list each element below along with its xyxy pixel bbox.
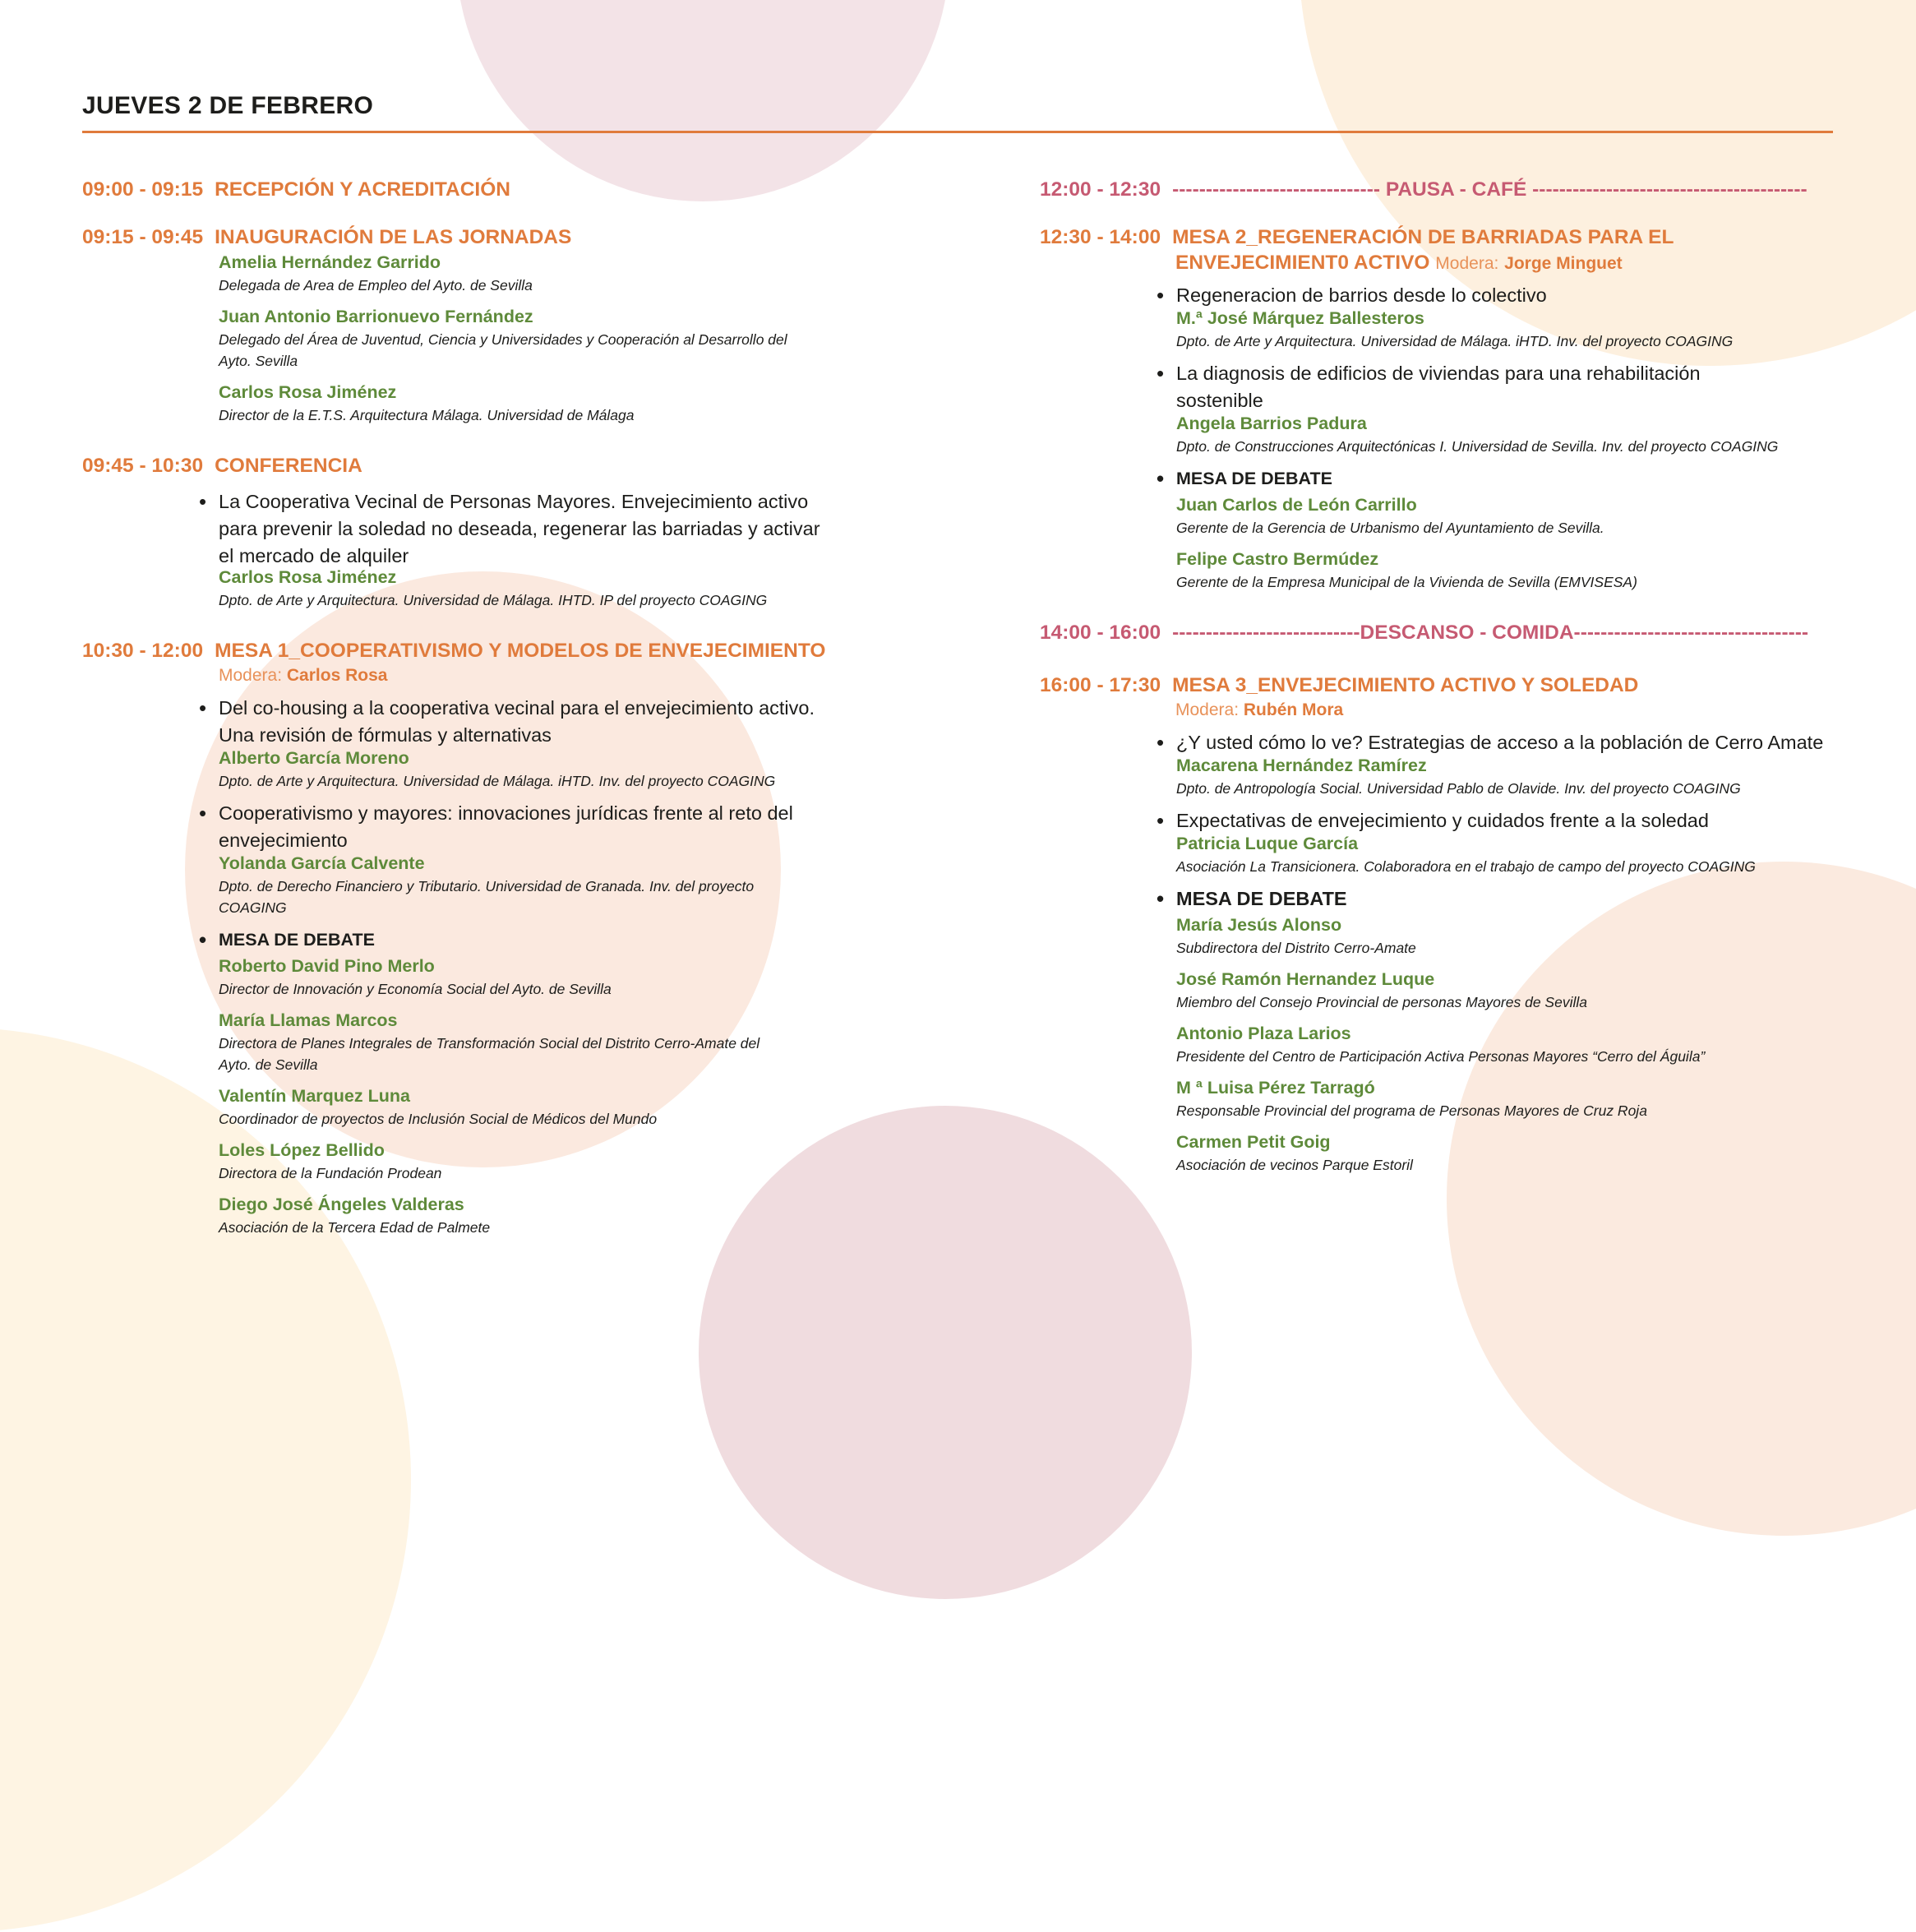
panelist-role: Directora de la Fundación Prodean — [219, 1165, 442, 1181]
session-heading — [82, 225, 904, 250]
talk-title: • Cooperativismo y mayores: innovaciones jurídicas frente al reto del envejecimiento — [82, 800, 904, 854]
speaker-name: Carlos Rosa Jiménez — [219, 567, 397, 587]
session-heading — [1040, 673, 1837, 698]
session-time: 16:00 - 17:30 — [1040, 674, 1161, 696]
moderator: Modera: Rubén Mora — [1175, 700, 1344, 719]
panelist-name: Loles López Bellido — [219, 1140, 385, 1160]
panelist-role: Presidente del Centro de Participación Activa Personas Mayores “Cerro del Águila” — [1176, 1048, 1706, 1065]
panelist-role: Ayto. de Sevilla — [219, 1056, 318, 1073]
panelist-role: Director de Innovación y Economía Social del Ayto. de Sevilla — [219, 981, 612, 997]
speaker-name: Patricia Luque García — [1176, 834, 1359, 853]
schedule-right-column — [1040, 178, 1837, 1176]
speaker-role: Dpto. de Arte y Arquitectura. Universidad de Málaga. IHTD. IP del proyecto COAGING — [219, 592, 768, 608]
session-heading — [82, 639, 904, 663]
title-divider — [82, 131, 1833, 133]
talk-title: • Del co-housing a la cooperativa vecinal para el envejecimiento activo. Una revisión de fórmulas y alternativas — [82, 695, 904, 749]
break-heading — [1040, 621, 1837, 645]
decorative-circle — [456, 0, 949, 201]
panelist-name: José Ramón Hernandez Luque — [1176, 969, 1435, 989]
talk-title: • La Cooperativa Vecinal de Personas Mayores. Envejecimiento activo para prevenir la soledad no deseada, regenerar las barriadas y activar el mercado de alquiler — [82, 488, 904, 570]
talk-title: • Expectativas de envejecimiento y cuidados frente a la soledad — [1040, 807, 1837, 834]
panelist-role: Directora de Planes Integrales de Transformación Social del Distrito Cerro-Amate del — [219, 1035, 760, 1052]
talk-title: • ¿Y usted cómo lo ve? Estrategias de acceso a la población de Cerro Amate — [1040, 729, 1837, 756]
session-title: CONFERENCIA — [215, 455, 362, 477]
panelist-role: Gerente de la Empresa Municipal de la Vivienda de Sevilla (EMVISESA) — [1176, 574, 1637, 590]
break-title: ------------------------------- PAUSA - CAFÉ ----------------------------------------- — [1172, 178, 1808, 201]
panelist-name: María Llamas Marcos — [219, 1010, 398, 1030]
panelist-name: Roberto David Pino Merlo — [219, 956, 435, 976]
session-title: MESA 2_REGENERACIÓN DE BARRIADAS PARA EL — [1172, 226, 1674, 248]
session-time: 09:15 - 09:45 — [82, 226, 204, 248]
panelist-role: Responsable Provincial del programa de Personas Mayores de Cruz Roja — [1176, 1102, 1647, 1119]
session-title: RECEPCIÓN Y ACREDITACIÓN — [215, 178, 510, 201]
speaker-name: Amelia Hernández Garrido — [219, 252, 441, 272]
panelist-name: Juan Carlos de León Carrillo — [1176, 495, 1417, 515]
session-heading — [82, 178, 904, 202]
speaker-role: Dpto. de Derecho Financiero y Tributario. Universidad de Granada. Inv. del proyecto — [219, 878, 755, 894]
speaker-name: Carlos Rosa Jiménez — [219, 382, 397, 402]
speaker-role: Dpto. de Construcciones Arquitectónicas I. Universidad de Sevilla. Inv. del proyecto COAGING — [1176, 438, 1779, 455]
session-title-continued: ENVEJECIMIENT0 ACTIVO Modera: Jorge Minguet — [1175, 252, 1623, 274]
speaker-role: Delegado del Área de Juventud, Ciencia y Universidades y Cooperación al Desarrollo del — [219, 331, 787, 348]
session-time: 12:30 - 14:00 — [1040, 226, 1161, 248]
schedule-left-column — [82, 178, 904, 1238]
session-time: 14:00 - 16:00 — [1040, 622, 1161, 644]
panelist-name: Felipe Castro Bermúdez — [1176, 549, 1379, 569]
panelist-role: Gerente de la Gerencia de Urbanismo del Ayuntamiento de Sevilla. — [1176, 520, 1604, 536]
speaker-role: Dpto. de Antropología Social. Universidad Pablo de Olavide. Inv. del proyecto COAGING — [1176, 780, 1741, 797]
panelist-role: Asociación de la Tercera Edad de Palmete — [219, 1219, 491, 1236]
talk-title: • La diagnosis de edificios de viviendas para una rehabilitación sostenible — [1040, 360, 1837, 414]
speaker-name: Yolanda García Calvente — [219, 853, 425, 873]
debate-heading: • MESA DE DEBATE — [1040, 885, 1837, 913]
debate-heading: • MESA DE DEBATE — [1040, 465, 1837, 492]
session-time: 12:00 - 12:30 — [1040, 178, 1161, 201]
panelist-name: Diego José Ángeles Valderas — [219, 1195, 464, 1214]
session-title: MESA 3_ENVEJECIMIENTO ACTIVO Y SOLEDAD — [1172, 674, 1639, 696]
panelist-role: Coordinador de proyectos de Inclusión Social de Médicos del Mundo — [219, 1111, 658, 1127]
panelist-name: María Jesús Alonso — [1176, 915, 1342, 935]
panelist-name: Carmen Petit Goig — [1176, 1132, 1331, 1152]
panelist-role: Subdirectora del Distrito Cerro-Amate — [1176, 940, 1416, 956]
session-title: INAUGURACIÓN DE LAS JORNADAS — [215, 226, 572, 248]
panelist-role: Asociación de vecinos Parque Estoril — [1176, 1157, 1413, 1173]
debate-heading: • MESA DE DEBATE — [82, 927, 904, 954]
moderator: Modera: Carlos Rosa — [219, 666, 388, 685]
session-title: MESA 1_COOPERATIVISMO Y MODELOS DE ENVEJECIMIENTO — [215, 640, 826, 662]
panelist-name: Valentín Marquez Luna — [219, 1086, 410, 1106]
speaker-role: Dpto. de Arte y Arquitectura. Universidad de Málaga. iHTD. Inv. del proyecto COAGING — [219, 773, 776, 789]
speaker-role: Delegada de Area de Empleo del Ayto. de Sevilla — [219, 277, 533, 293]
session-time: 09:45 - 10:30 — [82, 455, 204, 477]
speaker-role: Dpto. de Arte y Arquitectura. Universidad de Málaga. iHTD. Inv. del proyecto COAGING — [1176, 333, 1734, 349]
speaker-role: Director de la E.T.S. Arquitectura Málaga. Universidad de Málaga — [219, 407, 635, 423]
speaker-name: Juan Antonio Barrionuevo Fernández — [219, 307, 533, 326]
speaker-role: Ayto. Sevilla — [219, 353, 298, 369]
session-heading — [82, 454, 904, 478]
panelist-name: M ª Luisa Pérez Tarragó — [1176, 1078, 1375, 1098]
session-time: 10:30 - 12:00 — [82, 640, 204, 662]
speaker-name: Alberto García Moreno — [219, 748, 409, 768]
break-heading — [1040, 178, 1837, 202]
break-title: ----------------------------DESCANSO - COMIDA----------------------------------- — [1172, 622, 1809, 644]
page-title: JUEVES 2 DE FEBRERO — [82, 92, 374, 119]
speaker-name: Macarena Hernández Ramírez — [1176, 756, 1427, 775]
speaker-name: Angela Barrios Padura — [1176, 414, 1367, 433]
session-time: 09:00 - 09:15 — [82, 178, 204, 201]
session-heading — [1040, 225, 1837, 250]
talk-title: • Regeneracion de barrios desde lo colectivo — [1040, 282, 1837, 309]
panelist-name: Antonio Plaza Larios — [1176, 1024, 1351, 1043]
speaker-name: M.ª José Márquez Ballesteros — [1176, 308, 1424, 328]
speaker-role: COAGING — [219, 899, 287, 916]
panelist-role: Miembro del Consejo Provincial de personas Mayores de Sevilla — [1176, 994, 1587, 1010]
speaker-role: Asociación La Transicionera. Colaboradora en el trabajo de campo del proyecto COAGING — [1176, 858, 1756, 875]
